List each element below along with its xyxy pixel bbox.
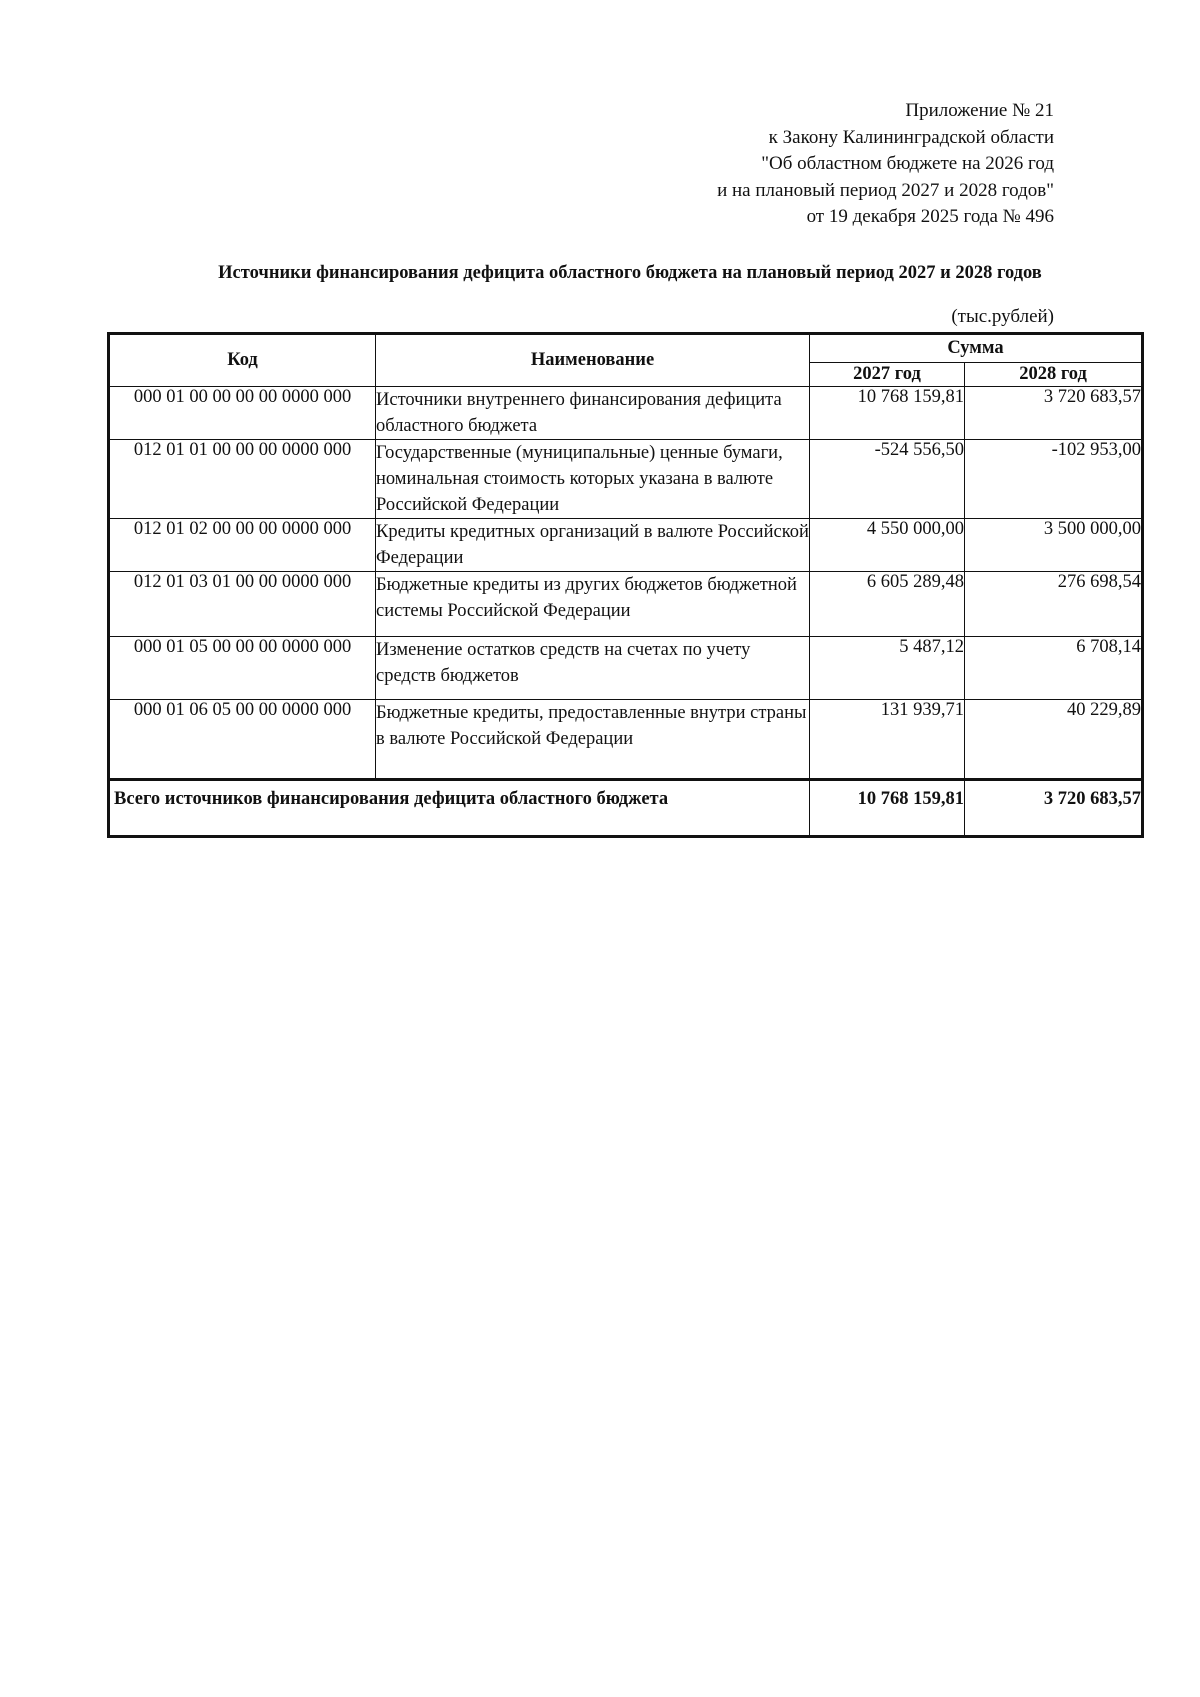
row-value-2027: 5 487,12 [810,637,965,700]
table-row [110,637,1142,700]
row-value-2027: 131 939,71 [810,700,965,780]
total-value-2028: 3 720 683,57 [965,780,1142,836]
appendix-law-title-2: и на плановый период 2027 и 2028 годов" [717,179,1054,201]
total-label: Всего источников финансирования дефицита областного бюджета [110,780,810,836]
row-code: 000 01 06 05 00 00 0000 000 [110,700,376,780]
row-name: Источники внутреннего финансирования дефицита областного бюджета [376,387,810,440]
row-value-2027: 4 550 000,00 [810,519,965,572]
row-value-2028: 276 698,54 [965,572,1142,637]
table-row [110,387,1142,440]
row-value-2028: 6 708,14 [965,637,1142,700]
table-row [110,440,1142,519]
appendix-date: от 19 декабря 2025 года № 496 [806,206,1054,227]
total-row [110,780,1142,836]
row-value-2028: 3 500 000,00 [965,519,1142,572]
financing-sources-table [109,334,1142,836]
row-code: 012 01 03 01 00 00 0000 000 [110,572,376,637]
row-name: Бюджетные кредиты, предоставленные внутри страны в валюте Российской Федерации [376,700,810,780]
row-value-2027: 6 605 289,48 [810,572,965,637]
appendix-law-title-1: "Об областном бюджете на 2026 год [761,153,1054,174]
appendix-block [717,98,1054,231]
units-label: (тыс.рублей) [951,306,1054,327]
row-value-2027: 10 768 159,81 [810,387,965,440]
row-code: 012 01 02 00 00 00 0000 000 [110,519,376,572]
row-name: Бюджетные кредиты из других бюджетов бюджетной системы Российской Федерации [376,572,810,637]
appendix-number: Приложение № 21 [905,100,1054,121]
header-name: Наименование [376,335,810,387]
total-value-2027: 10 768 159,81 [810,780,965,836]
row-code: 012 01 01 00 00 00 0000 000 [110,440,376,519]
table-row [110,519,1142,572]
row-code: 000 01 00 00 00 00 0000 000 [110,387,376,440]
appendix-law: к Закону Калининградской области [768,126,1054,148]
document-title: Источники финансирования дефицита областного бюджета на плановый период 2027 и 2028 годов [218,263,1042,283]
row-name: Изменение остатков средств на счетах по учету средств бюджетов [376,637,810,700]
row-value-2028: 3 720 683,57 [965,387,1142,440]
row-value-2027: -524 556,50 [810,440,965,519]
row-value-2028: 40 229,89 [965,700,1142,780]
header-sum: Сумма [810,335,1142,363]
header-code: Код [110,335,376,387]
row-name: Государственные (муниципальные) ценные бумаги, номинальная стоимость которых указана в валюте Российской Федерации [376,440,810,519]
row-code: 000 01 05 00 00 00 0000 000 [110,637,376,700]
table-row [110,572,1142,637]
header-year-2028: 2028 год [965,363,1142,387]
header-year-2027: 2027 год [810,363,965,387]
row-value-2028: -102 953,00 [965,440,1142,519]
row-name: Кредиты кредитных организаций в валюте Российской Федерации [376,519,810,572]
table-row [110,700,1142,780]
